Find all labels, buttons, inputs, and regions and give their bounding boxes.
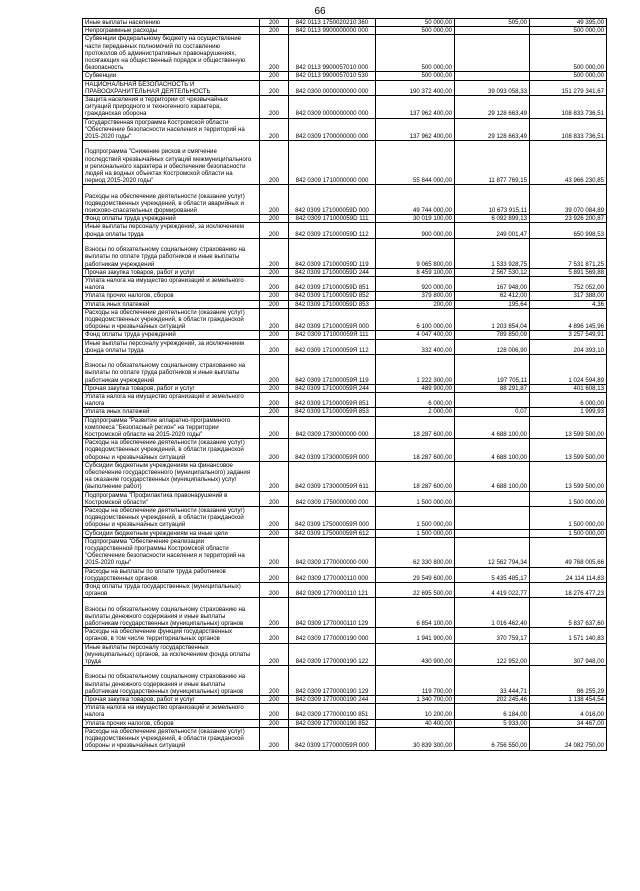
row-classification-cell: 842 0309 171000059D 853 [289, 300, 376, 308]
row-executed-cell [455, 529, 530, 537]
row-approved-cell: 500 000,00 [376, 27, 455, 35]
row-remaining-cell: 1 571 140,83 [530, 628, 607, 643]
row-approved-cell: 18 287 600,00 [376, 461, 455, 491]
row-name-cell: Взносы по обязательному социальному страхованию на выплаты по оплате труда работников и иные выплаты работникам учреждений [83, 238, 260, 268]
row-name-cell: Взносы по обязательному социальному страхованию на выплаты денежного содержания и иные выплаты работникам государственных (муниципальных) органов [83, 666, 260, 696]
row-name-cell: Субсидии бюджетным учреждениям на финансовое обеспечение государственного (муниципального) задания на оказание государственных (муниципальных) услуг (выполнение работ) [83, 461, 260, 491]
row-remaining-cell: 108 833 736,51 [530, 96, 607, 119]
row-approved-cell: 8 459 100,00 [376, 268, 455, 276]
row-executed-cell [455, 491, 530, 506]
row-code-cell: 200 [260, 666, 289, 696]
row-code-cell: 200 [260, 704, 289, 719]
table-row [83, 583, 607, 598]
row-name-cell: Непрограммные расходы [83, 27, 260, 35]
row-code-cell: 200 [260, 507, 289, 530]
row-remaining-cell: 34 467,00 [530, 719, 607, 727]
row-executed-cell: 1 533 928,75 [455, 238, 530, 268]
row-executed-cell [455, 72, 530, 80]
row-code-cell: 200 [260, 185, 289, 215]
row-remaining-cell: 650 998,53 [530, 223, 607, 238]
row-classification-cell: 842 0309 171000059Я 119 [289, 354, 376, 384]
row-approved-cell: 920 000,00 [376, 276, 455, 291]
row-name-cell: Уплата налога на имущество организаций и земельного налога [83, 392, 260, 407]
row-remaining-cell: 1 138 454,54 [530, 696, 607, 704]
table-row [83, 35, 607, 72]
row-remaining-cell: 1 500 000,00 [530, 507, 607, 530]
row-name-cell: Уплата иных платежей [83, 300, 260, 308]
row-classification-cell: 842 0309 173000059Я 611 [289, 461, 376, 491]
row-name-cell: Расходы на выплаты по оплате труда работников государственных органов [83, 567, 260, 582]
row-remaining-cell: 24 082 750,00 [530, 727, 607, 750]
table-row [83, 185, 607, 215]
table-row [83, 215, 607, 223]
row-approved-cell: 10 200,00 [376, 704, 455, 719]
row-name-cell: Подпрограмма "Профилактика правонарушений в Костромской области" [83, 491, 260, 506]
row-code-cell: 200 [260, 567, 289, 582]
row-remaining-cell: 317 388,00 [530, 292, 607, 300]
row-code-cell: 200 [260, 583, 289, 598]
row-remaining-cell: 13 599 500,00 [530, 461, 607, 491]
row-executed-cell: 167 948,00 [455, 276, 530, 291]
row-classification-cell: 842 0309 171000059Я 244 [289, 384, 376, 392]
row-code-cell: 200 [260, 408, 289, 416]
row-executed-cell: 11 877 769,15 [455, 141, 530, 185]
row-remaining-cell: 6 000,00 [530, 392, 607, 407]
row-name-cell: Уплата налога на имущество организаций и земельного налога [83, 704, 260, 719]
row-classification-cell: 842 0309 171000059Я 112 [289, 339, 376, 354]
row-name-cell: Расходы на обеспечение деятельности (оказание услуг) подведомственных учреждений, в области гражданской обороны и чрезвычайных ситуаций [83, 439, 260, 462]
row-executed-cell: 505,00 [455, 19, 530, 27]
row-name-cell: Субвенции федеральному бюджету на осуществление части переданных полномочий по составлению протоколов об административных правонарушениях, посягающих на общественный порядок и общественную безопасность [83, 35, 260, 72]
row-code-cell: 200 [260, 339, 289, 354]
row-code-cell: 200 [260, 643, 289, 666]
row-classification-cell: 842 0309 173000059Я 000 [289, 439, 376, 462]
row-remaining-cell: 151 279 341,67 [530, 80, 607, 95]
row-name-cell: Расходы на обеспечение функций государственных органов, в том числе территориальных органов [83, 628, 260, 643]
row-name-cell: Подпрограмма "Снижение рисков и смягчение последствий чрезвычайных ситуаций межмуниципального и регионального характера и обеспечение безопасности людей на водных объектах Костромской области на период 2015-2020 годы" [83, 141, 260, 185]
row-classification-cell: 842 0309 1710000000 000 [289, 141, 376, 185]
table-row [83, 292, 607, 300]
row-name-cell: Прочая закупка товаров, работ и услуг [83, 696, 260, 704]
table-row [83, 118, 607, 141]
table-row [83, 392, 607, 407]
row-approved-cell: 55 844 000,00 [376, 141, 455, 185]
row-executed-cell: 5 933,00 [455, 719, 530, 727]
row-classification-cell: 842 0309 171000059Я 851 [289, 392, 376, 407]
row-remaining-cell: 18 276 477,23 [530, 583, 607, 598]
table-row [83, 72, 607, 80]
row-name-cell: Уплата налога на имущество организаций и земельного налога [83, 276, 260, 291]
table-row [83, 628, 607, 643]
row-classification-cell: 842 0309 1730000000 000 [289, 416, 376, 439]
row-remaining-cell: 5 837 637,60 [530, 598, 607, 628]
row-classification-cell: 842 0309 1770000110 121 [289, 583, 376, 598]
table-row [83, 339, 607, 354]
row-executed-cell: 197 705,11 [455, 354, 530, 384]
row-remaining-cell: 1 024 594,89 [530, 354, 607, 384]
row-classification-cell: 842 0113 9900057010 530 [289, 72, 376, 80]
row-code-cell: 200 [260, 80, 289, 95]
row-executed-cell: 202 245,46 [455, 696, 530, 704]
row-name-cell: Уплата прочих налогов, сборов [83, 292, 260, 300]
row-name-cell: Субсидии бюджетным учреждениям на иные цели [83, 529, 260, 537]
row-classification-cell: 842 0309 0000000000 000 [289, 96, 376, 119]
row-approved-cell: 50 000,00 [376, 19, 455, 27]
row-name-cell: Прочая закупка товаров, работ и услуг [83, 268, 260, 276]
row-code-cell: 200 [260, 238, 289, 268]
table-row [83, 704, 607, 719]
row-remaining-cell: 307 948,00 [530, 643, 607, 666]
row-classification-cell: 842 0309 175000059Я 000 [289, 507, 376, 530]
row-executed-cell [455, 35, 530, 72]
table-row [83, 80, 607, 95]
row-executed-cell: 6 184,00 [455, 704, 530, 719]
row-remaining-cell: 86 255,29 [530, 666, 607, 696]
table-row [83, 354, 607, 384]
row-code-cell: 200 [260, 96, 289, 119]
row-executed-cell: 122 952,00 [455, 643, 530, 666]
table-row [83, 507, 607, 530]
row-approved-cell: 379 800,00 [376, 292, 455, 300]
row-code-cell: 200 [260, 537, 289, 567]
row-executed-cell: 1 203 854,04 [455, 308, 530, 331]
row-classification-cell: 842 0309 171000059D 244 [289, 268, 376, 276]
row-remaining-cell: 108 833 736,51 [530, 118, 607, 141]
row-name-cell: Расходы на обеспечение деятельности (оказание услуг) подведомственных учреждений, в области аварийных и поисково-спасательных формирований [83, 185, 260, 215]
row-classification-cell: 842 0309 1770000190 129 [289, 666, 376, 696]
row-code-cell: 200 [260, 276, 289, 291]
row-classification-cell: 842 0309 175000059Я 612 [289, 529, 376, 537]
row-executed-cell: 12 562 794,34 [455, 537, 530, 567]
row-code-cell: 200 [260, 491, 289, 506]
row-approved-cell: 137 962 400,00 [376, 96, 455, 119]
row-code-cell: 200 [260, 35, 289, 72]
row-code-cell: 200 [260, 19, 289, 27]
row-name-cell: Фонд оплаты труда учреждений [83, 331, 260, 339]
row-name-cell: Иные выплаты персоналу учреждений, за исключением фонда оплаты труда [83, 223, 260, 238]
row-executed-cell: 33 444,71 [455, 666, 530, 696]
row-approved-cell: 4 047 400,00 [376, 331, 455, 339]
table-row [83, 719, 607, 727]
row-executed-cell: 4 688 100,00 [455, 439, 530, 462]
row-approved-cell: 2 000,00 [376, 408, 455, 416]
row-name-cell: Подпрограмма "Развитие аппаратно-программного комплекса "Безопасный регион" на территории Костромской области на 2015-2020 годы" [83, 416, 260, 439]
row-name-cell: Расходы на обеспечение деятельности (оказание услуг) подведомственных учреждений, в области гражданской обороны и чрезвычайных ситуаций [83, 727, 260, 750]
table-row [83, 331, 607, 339]
row-classification-cell: 842 0309 171000059D 851 [289, 276, 376, 291]
table-row [83, 461, 607, 491]
row-classification-cell: 842 0309 171000059Я 853 [289, 408, 376, 416]
row-name-cell: Прочая закупка товаров, работ и услуг [83, 384, 260, 392]
row-classification-cell: 842 0309 1770000110 000 [289, 567, 376, 582]
row-executed-cell [455, 27, 530, 35]
table-row [83, 19, 607, 27]
row-name-cell: Фонд оплаты труда учреждений [83, 215, 260, 223]
row-name-cell: Государственная программа Костромской области "Обеспечение безопасности населения и территорий на 2015-2020 годы" [83, 118, 260, 141]
row-classification-cell: 842 0113 9900000000 000 [289, 27, 376, 35]
row-approved-cell: 500 000,00 [376, 72, 455, 80]
row-approved-cell: 190 372 400,00 [376, 80, 455, 95]
row-classification-cell: 842 0309 1770000190 244 [289, 696, 376, 704]
table-row [83, 27, 607, 35]
row-classification-cell: 842 0309 171000059D 852 [289, 292, 376, 300]
row-approved-cell: 1 340 700,00 [376, 696, 455, 704]
row-classification-cell: 842 0309 171000059D 112 [289, 223, 376, 238]
budget-table-body [83, 19, 607, 751]
row-approved-cell: 49 744 000,00 [376, 185, 455, 215]
row-code-cell: 200 [260, 392, 289, 407]
table-row [83, 727, 607, 750]
row-remaining-cell: 752 052,00 [530, 276, 607, 291]
row-remaining-cell: 4 016,00 [530, 704, 607, 719]
row-classification-cell: 842 0113 9900057010 000 [289, 35, 376, 72]
row-remaining-cell: 1 999,93 [530, 408, 607, 416]
row-approved-cell: 22 695 500,00 [376, 583, 455, 598]
row-code-cell: 200 [260, 439, 289, 462]
table-row [83, 96, 607, 119]
row-code-cell: 200 [260, 72, 289, 80]
row-executed-cell: 370 759,17 [455, 628, 530, 643]
row-classification-cell: 842 0309 1770000110 129 [289, 598, 376, 628]
row-executed-cell: 789 850,09 [455, 331, 530, 339]
row-code-cell: 200 [260, 727, 289, 750]
row-code-cell: 200 [260, 215, 289, 223]
row-remaining-cell: 24 114 114,83 [530, 567, 607, 582]
row-code-cell: 200 [260, 354, 289, 384]
row-executed-cell: 39 093 058,33 [455, 80, 530, 95]
row-approved-cell: 1 500 000,00 [376, 507, 455, 530]
row-executed-cell [455, 392, 530, 407]
row-remaining-cell: 49 395,00 [530, 19, 607, 27]
row-classification-cell: 842 0309 171000059Я 000 [289, 308, 376, 331]
table-row [83, 300, 607, 308]
row-classification-cell: 842 0300 0000000000 000 [289, 80, 376, 95]
row-code-cell: 200 [260, 223, 289, 238]
row-remaining-cell: 3 257 549,91 [530, 331, 607, 339]
row-classification-cell: 842 0113 1750020210 360 [289, 19, 376, 27]
row-executed-cell: 0,07 [455, 408, 530, 416]
row-code-cell: 200 [260, 118, 289, 141]
row-remaining-cell: 4,36 [530, 300, 607, 308]
table-row [83, 268, 607, 276]
table-row [83, 666, 607, 696]
row-code-cell: 200 [260, 300, 289, 308]
row-approved-cell: 29 549 600,00 [376, 567, 455, 582]
row-remaining-cell: 1 500 000,00 [530, 491, 607, 506]
row-classification-cell: 842 0309 1770000190 851 [289, 704, 376, 719]
row-name-cell: Взносы по обязательному социальному страхованию на выплаты по оплате труда работников и иные выплаты работникам учреждений [83, 354, 260, 384]
row-name-cell: Подпрограмма "Обеспечение реализации государственной программы Костромской области "Обеспечение безопасности населения и территорий на 2015-2020 годы" [83, 537, 260, 567]
row-name-cell: Иные выплаты населению [83, 19, 260, 27]
row-approved-cell: 1 500 000,00 [376, 529, 455, 537]
row-remaining-cell: 401 608,13 [530, 384, 607, 392]
table-row [83, 238, 607, 268]
row-name-cell: Субвенции [83, 72, 260, 80]
table-row [83, 416, 607, 439]
row-approved-cell: 9 065 800,00 [376, 238, 455, 268]
row-executed-cell: 29 128 663,49 [455, 118, 530, 141]
table-row [83, 598, 607, 628]
row-name-cell: Иные выплаты персоналу учреждений, за исключением фонда оплаты труда [83, 339, 260, 354]
row-remaining-cell: 4 896 145,96 [530, 308, 607, 331]
row-executed-cell: 6 092 899,13 [455, 215, 530, 223]
table-row [83, 529, 607, 537]
row-remaining-cell: 39 070 084,89 [530, 185, 607, 215]
row-approved-cell: 18 287 600,00 [376, 416, 455, 439]
row-executed-cell: 249 001,47 [455, 223, 530, 238]
row-remaining-cell: 204 393,10 [530, 339, 607, 354]
row-approved-cell: 1 222 300,00 [376, 354, 455, 384]
row-approved-cell: 6 100 000,00 [376, 308, 455, 331]
row-name-cell: Уплата иных платежей [83, 408, 260, 416]
row-code-cell: 200 [260, 384, 289, 392]
table-row [83, 276, 607, 291]
row-approved-cell: 30 019 100,00 [376, 215, 455, 223]
row-approved-cell: 40 400,00 [376, 719, 455, 727]
row-approved-cell: 62 330 800,00 [376, 537, 455, 567]
row-approved-cell: 200,00 [376, 300, 455, 308]
row-executed-cell: 4 419 022,77 [455, 583, 530, 598]
row-classification-cell: 842 0309 171000059D 111 [289, 215, 376, 223]
row-code-cell: 200 [260, 461, 289, 491]
row-executed-cell [455, 507, 530, 530]
row-name-cell: Фонд оплаты труда государственных (муниципальных) органов [83, 583, 260, 598]
row-name-cell: Расходы на обеспечение деятельности (оказание услуг) подведомственных учреждений, в области гражданской обороны и чрезвычайных ситуаций [83, 507, 260, 530]
row-code-cell: 200 [260, 331, 289, 339]
row-code-cell: 200 [260, 696, 289, 704]
row-classification-cell: 842 0309 1770000190 852 [289, 719, 376, 727]
table-row [83, 567, 607, 582]
row-remaining-cell: 1 500 000,00 [530, 529, 607, 537]
row-approved-cell: 18 287 600,00 [376, 439, 455, 462]
row-approved-cell: 30 839 300,00 [376, 727, 455, 750]
table-row [83, 384, 607, 392]
table-row [83, 308, 607, 331]
row-code-cell: 200 [260, 719, 289, 727]
row-executed-cell: 195,64 [455, 300, 530, 308]
row-executed-cell: 2 567 530,12 [455, 268, 530, 276]
row-executed-cell: 29 128 663,49 [455, 96, 530, 119]
row-executed-cell: 1 016 462,40 [455, 598, 530, 628]
budget-table [82, 18, 607, 751]
row-remaining-cell: 49 768 005,66 [530, 537, 607, 567]
row-approved-cell: 119 700,00 [376, 666, 455, 696]
row-classification-cell: 842 0309 171000059D 119 [289, 238, 376, 268]
row-executed-cell: 88 291,87 [455, 384, 530, 392]
row-code-cell: 200 [260, 141, 289, 185]
row-remaining-cell: 43 966 230,85 [530, 141, 607, 185]
row-remaining-cell: 13 599 500,00 [530, 439, 607, 462]
row-remaining-cell: 500 000,00 [530, 35, 607, 72]
table-row [83, 491, 607, 506]
row-classification-cell: 842 0309 1770000190 000 [289, 628, 376, 643]
row-approved-cell: 6 854 100,00 [376, 598, 455, 628]
row-remaining-cell: 23 926 200,87 [530, 215, 607, 223]
page-number: 66 [314, 6, 326, 17]
row-executed-cell: 6 756 550,00 [455, 727, 530, 750]
table-row [83, 696, 607, 704]
row-approved-cell: 500 000,00 [376, 35, 455, 72]
row-remaining-cell: 13 599 500,00 [530, 416, 607, 439]
row-executed-cell: 4 688 100,00 [455, 416, 530, 439]
row-approved-cell: 1 500 000,00 [376, 491, 455, 506]
row-remaining-cell: 500 000,00 [530, 72, 607, 80]
row-approved-cell: 430 900,00 [376, 643, 455, 666]
row-code-cell: 200 [260, 529, 289, 537]
row-approved-cell: 332 400,00 [376, 339, 455, 354]
row-executed-cell: 128 006,90 [455, 339, 530, 354]
row-code-cell: 200 [260, 598, 289, 628]
table-row [83, 643, 607, 666]
row-code-cell: 200 [260, 27, 289, 35]
row-classification-cell: 842 0309 1770000000 000 [289, 537, 376, 567]
row-approved-cell: 489 900,00 [376, 384, 455, 392]
table-row [83, 439, 607, 462]
table-row [83, 223, 607, 238]
row-executed-cell: 5 435 485,17 [455, 567, 530, 582]
row-classification-cell: 842 0309 1750000000 000 [289, 491, 376, 506]
row-code-cell: 200 [260, 416, 289, 439]
row-name-cell: Защита населения и территории от чрезвычайных ситуаций природного и техногенного характера, гражданская оборона [83, 96, 260, 119]
row-code-cell: 200 [260, 308, 289, 331]
row-name-cell: Взносы по обязательному социальному страхованию на выплаты денежного содержания и иные выплаты работникам государственных (муниципальных) органов [83, 598, 260, 628]
row-name-cell: НАЦИОНАЛЬНАЯ БЕЗОПАСНОСТЬ И ПРАВООХРАНИТЕЛЬНАЯ ДЕЯТЕЛЬНОСТЬ [83, 80, 260, 95]
row-classification-cell: 842 0309 171000059Я 111 [289, 331, 376, 339]
row-approved-cell: 6 000,00 [376, 392, 455, 407]
row-approved-cell: 1 941 900,00 [376, 628, 455, 643]
row-classification-cell: 842 0309 1770000190 122 [289, 643, 376, 666]
row-remaining-cell: 7 531 871,25 [530, 238, 607, 268]
row-executed-cell: 4 688 100,00 [455, 461, 530, 491]
row-executed-cell: 10 673 915,11 [455, 185, 530, 215]
row-name-cell: Иные выплаты персоналу государственных (муниципальных) органов, за исключением фонда оплаты труда [83, 643, 260, 666]
row-name-cell: Уплата прочих налогов, сборов [83, 719, 260, 727]
table-row [83, 537, 607, 567]
row-code-cell: 200 [260, 268, 289, 276]
row-classification-cell: 842 0309 1700000000 000 [289, 118, 376, 141]
row-classification-cell: 842 0309 171000059D 000 [289, 185, 376, 215]
row-approved-cell: 900 000,00 [376, 223, 455, 238]
row-code-cell: 200 [260, 292, 289, 300]
table-row [83, 408, 607, 416]
row-remaining-cell: 5 891 569,88 [530, 268, 607, 276]
row-executed-cell: 62 412,00 [455, 292, 530, 300]
table-row [83, 141, 607, 185]
row-classification-cell: 842 0309 177000059Я 000 [289, 727, 376, 750]
row-name-cell: Расходы на обеспечение деятельности (оказание услуг) подведомственных учреждений, в области гражданской обороны и чрезвычайных ситуаций [83, 308, 260, 331]
row-approved-cell: 137 962 400,00 [376, 118, 455, 141]
row-remaining-cell: 500 000,00 [530, 27, 607, 35]
row-code-cell: 200 [260, 628, 289, 643]
